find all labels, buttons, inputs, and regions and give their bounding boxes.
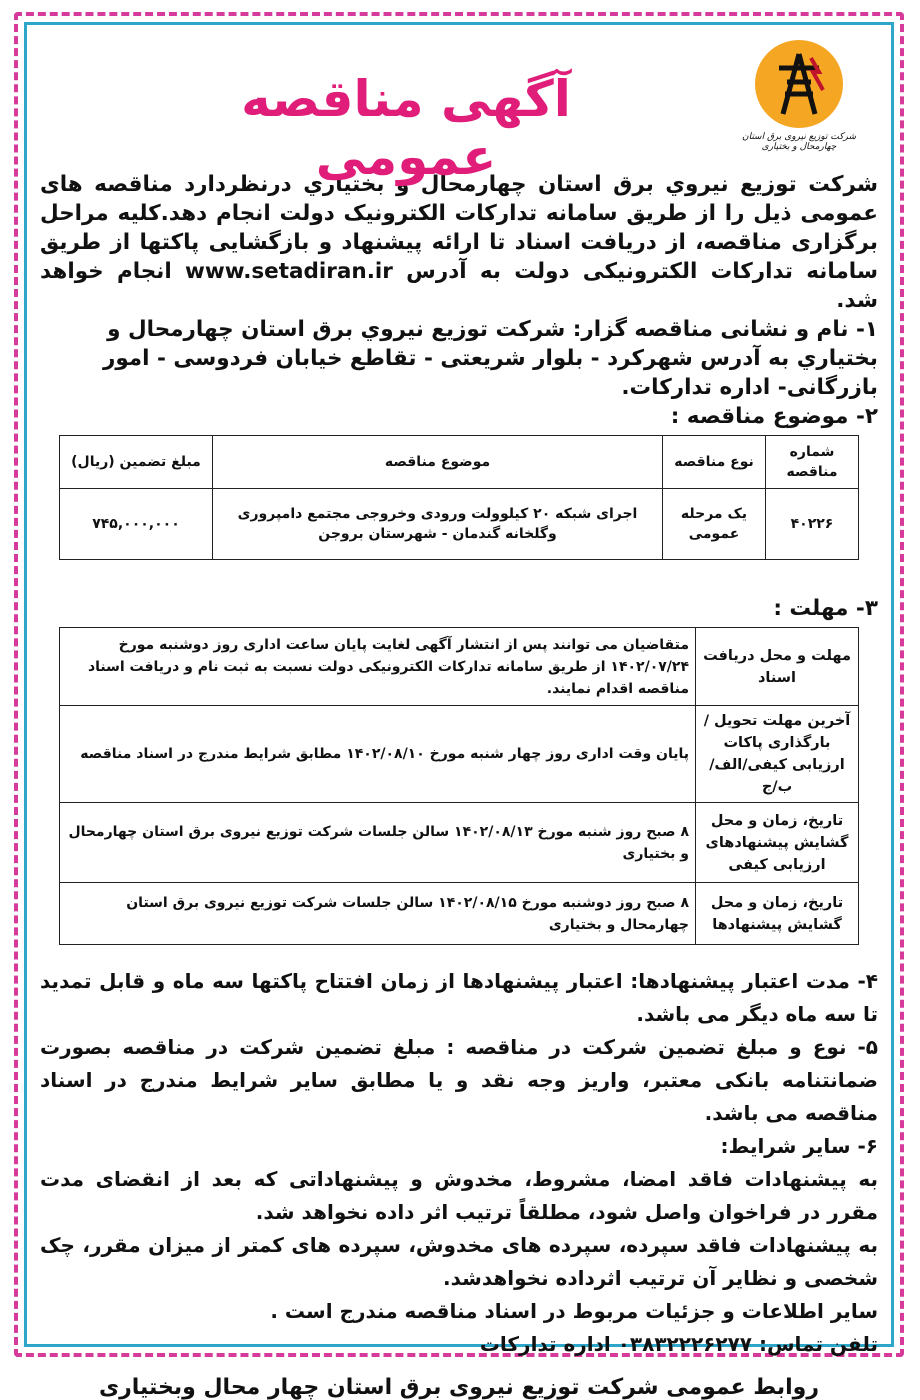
- condition-2: به پیشنهادات فاقد سپرده، سپرده های مخدوش، سپرده های کمتر از میزان مقرر، چک شخصی و نظایر آن ترتیب اثرداده نخواهدشد.: [40, 1233, 878, 1290]
- tender-table-header: [60, 436, 859, 489]
- page-title: آگهی مناقصه عمومی: [241, 70, 571, 186]
- condition-3: سایر اطلاعات و جزئیات مربوط در اسناد مناقصه مندرج است .: [270, 1299, 878, 1323]
- col-guarantee: مبلغ تضمین (ریال): [60, 436, 213, 489]
- tender-type: یک مرحله عمومی: [663, 489, 766, 560]
- deadline-value: متقاضیان می توانند پس از انتشار آگهی لغایت پایان ساعت اداری روز دوشنبه مورخ ۱۴۰۲/۰۷/۲۴ از طریق سامانه تدارکات الکترونیکی دولت نسبت به ثبت نام و دریافت اسناد مناقصه اقدام نمایند.: [60, 628, 696, 706]
- logo-caption: شرکت توزیع نیروی برق استان چهارمحال و بختیاری: [741, 132, 856, 152]
- deadline-label: مهلت و محل دریافت اسناد: [696, 628, 859, 706]
- deadline-label: تاریخ، زمان و محل گشایش پیشنهادها: [696, 883, 859, 945]
- section-5: ۵- نوع و مبلغ تضمین شرکت در مناقصه : مبلغ تضمین شرکت در مناقصه بصورت ضمانتنامه بانکی معتبر، واریز وجه نقد و یا مطابق سایر شرایط مندرج در اسناد مناقصه می باشد.: [40, 1035, 878, 1125]
- col-type: نوع مناقصه: [663, 436, 766, 489]
- tender-guarantee: ۷۴۵,۰۰۰,۰۰۰: [60, 489, 213, 560]
- company-logo: [724, 38, 874, 152]
- intro-tail: انجام خواهد شد.: [40, 259, 878, 313]
- deadline-value: ۸ صبح روز دوشنبه مورخ ۱۴۰۲/۰۸/۱۵ سالن جلسات شرکت توزیع نیروی برق استان چهارمحال و بختیاری: [60, 883, 696, 945]
- col-subject: موضوع مناقصه: [213, 436, 663, 489]
- deadline-label: تاریخ، زمان و محل گشایش پیشنهادهای ارزیابی کیفی: [696, 803, 859, 883]
- table-row: [60, 883, 859, 945]
- condition-1: به پیشنهادات فاقد امضا، مشروط، مخدوش و پیشنهاداتی که بعد از انقضای مدت مقرر در فراخوان واصل شود، مطلقاً ترتیب اثر داده نخواهد شد.: [40, 1167, 878, 1224]
- setad-url: www.setadiran.ir: [185, 259, 393, 284]
- section-6-heading: ۶- سایر شرایط:: [720, 1134, 878, 1158]
- footer-signature: روابط عمومی شرکت توزیع نیروی برق استان چهار محال وبختیاری: [98, 1375, 820, 1400]
- tender-number: ۴۰۲۲۶: [766, 489, 859, 560]
- deadline-value: پایان وقت اداری روز چهار شنبه مورخ ۱۴۰۲/۰۸/۱۰ مطابق شرایط مندرج در اسناد مناقصه: [60, 706, 696, 803]
- table-row: [60, 489, 859, 560]
- deadline-label: آخرین مهلت تحویل / بارگذاری پاکات ارزیابی کیفی/الف/ب/ج: [696, 706, 859, 803]
- section-2-heading: ۲- موضوع مناقصه :: [670, 404, 878, 429]
- col-number: شماره مناقصه: [766, 436, 859, 489]
- section-1: ۱- نام و نشانی مناقصه گزار: شرکت توزیع نیروي برق استان چهارمحال و بختياري به آدرس شهرکرد - بلوار شریعتی - تقاطع خیابان فردوسی - امور بازرگانی- اداره تدارکات.: [102, 317, 878, 400]
- deadline-table: [59, 627, 859, 945]
- power-tower-logo-icon: [753, 38, 845, 130]
- content: [36, 30, 882, 1400]
- intro-paragraph: [40, 170, 878, 315]
- table-row: [60, 706, 859, 803]
- intro-text: شرکت توزیع نیروي برق استان چهارمحال و بختياري درنظردارد مناقصه های عمومی ذیل را از طریق سامانه تدارکات الکترونیک دولت انجام دهد.کلیه مراحل برگزاری مناقصه، از دریافت اسناد تا ارائه پیشنهاد و بازگشایی پاکتها از طریق سامانه تدارکات الکترونیکی دولت به آدرس: [40, 172, 878, 284]
- section-4: ۴- مدت اعتبار پیشنهادها: اعتبار پیشنهادها از زمان افتتاح پاکتها سه ماه و قابل تمدید تا سه ماه دیگر می باشد.: [40, 969, 878, 1026]
- table-row: [60, 628, 859, 706]
- deadline-value: ۸ صبح روز شنبه مورخ ۱۴۰۲/۰۸/۱۳ سالن جلسات شرکت توزیع نیروی برق استان چهارمحال و بختیاری: [60, 803, 696, 883]
- table-row: [60, 803, 859, 883]
- tender-table: [59, 435, 859, 560]
- section-3-heading: ۳- مهلت :: [773, 596, 878, 621]
- tender-subject: اجرای شبکه ۲۰ کیلوولت ورودی وخروجی مجتمع دامپروری وگلخانه گندمان - شهرستان بروجن: [213, 489, 663, 560]
- contact-phone: تلفن تماس: ۰۳۸۳۲۲۲۶۲۷۷ اداره تدارکات: [479, 1332, 878, 1356]
- header: [36, 30, 882, 186]
